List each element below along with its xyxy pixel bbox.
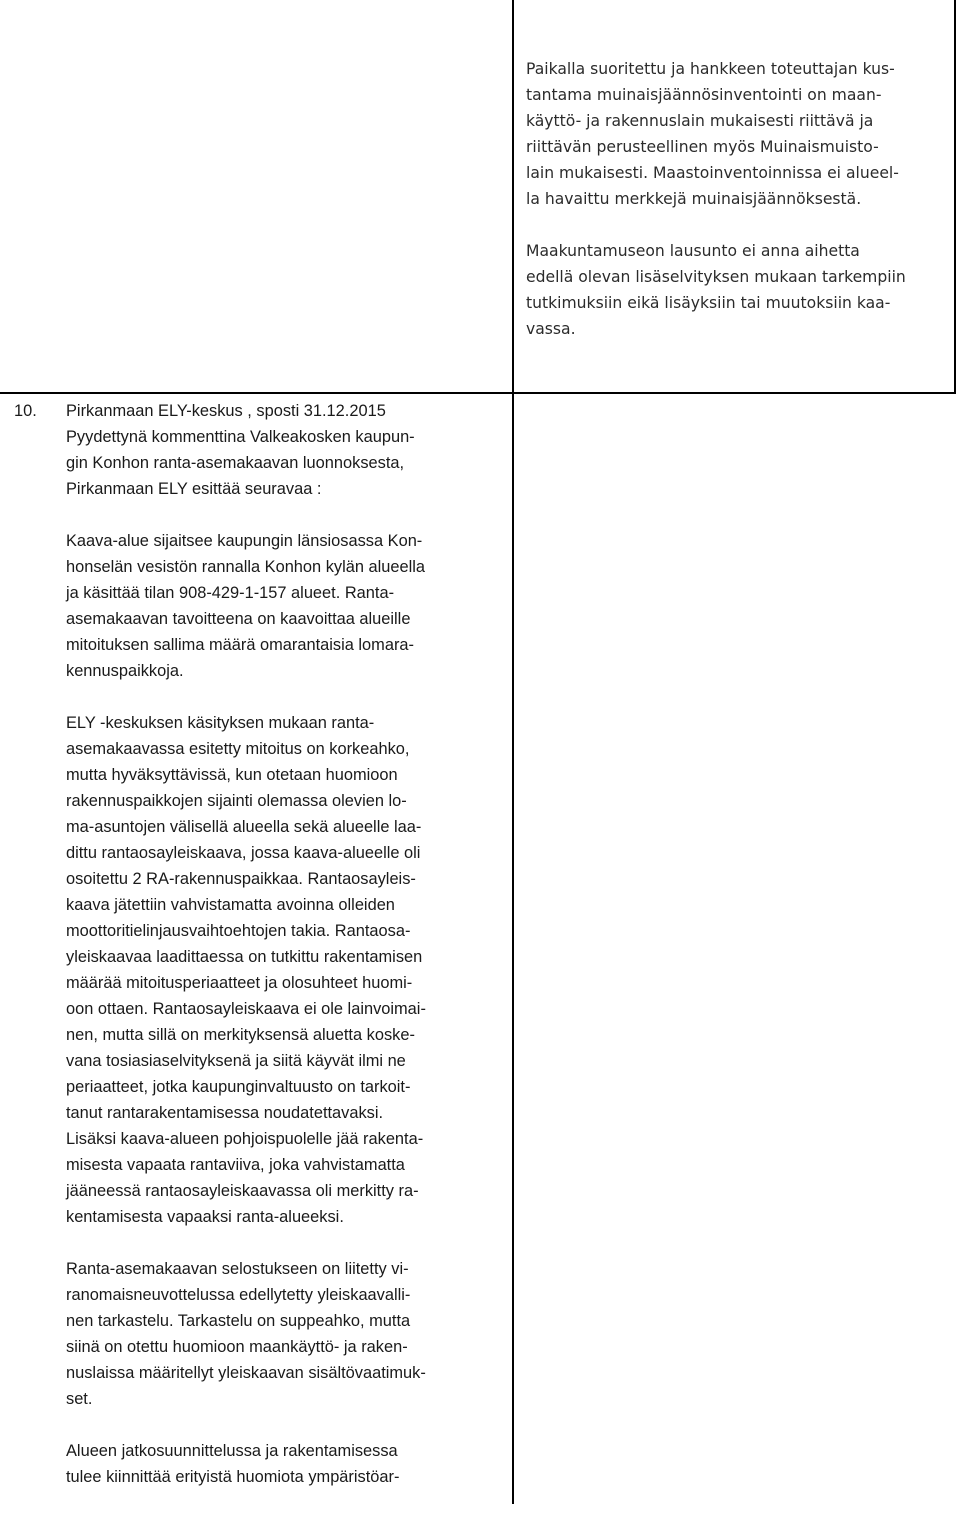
text-line: ma-asuntojen välisellä alueella sekä alueelle laa- (66, 818, 422, 836)
text-line: siinä on otettu huomioon maankäyttö- ja raken- (66, 1338, 408, 1356)
text-line: la havaittu merkkejä muinaisjäännöksestä. (526, 190, 862, 208)
text-line: kennuspaikkoja. (66, 662, 184, 680)
comment-paragraph-4 (66, 1256, 504, 1412)
text-line: tutkimuksiin eikä lisäyksiin tai muutoksiin kaa- (526, 294, 891, 312)
text-line: Pyydettynä kommenttina Valkeakosken kaupun- (66, 428, 415, 446)
text-line: edellä olevan lisäselvityksen mukaan tarkempiin (526, 268, 906, 286)
text-line: Lisäksi kaava-alueen pohjoispuolelle jää rakenta- (66, 1130, 424, 1148)
text-line: ranomaisneuvottelussa edellytetty yleiskaavalli- (66, 1286, 411, 1304)
table-row-divider (0, 392, 956, 394)
text-line: set. (66, 1390, 93, 1408)
text-line: ELY -keskuksen käsityksen mukaan ranta- (66, 714, 375, 732)
text-line: oon ottaen. Rantaosayleiskaava ei ole lainvoimai- (66, 1000, 426, 1018)
text-line: misesta vapaata rantaviiva, joka vahvistamatta (66, 1156, 405, 1174)
text-line: periaatteet, jotka kaupunginvaltuusto on tarkoit- (66, 1078, 411, 1096)
text-line: lain mukaisesti. Maastoinventoinnissa ei alueel- (526, 164, 899, 182)
text-line: asemakaavan tavoitteena on kaavoittaa alueille (66, 610, 411, 628)
text-line: mutta hyväksyttävissä, kun otetaan huomioon (66, 766, 398, 784)
table-column-divider (512, 392, 514, 1504)
comment-paragraph-2 (66, 528, 504, 684)
text-line: riittävän perusteellinen myös Muinaismuisto- (526, 138, 879, 156)
response-paragraph-2 (526, 238, 926, 342)
text-line: Alueen jatkosuunnittelussa ja rakentamisessa (66, 1442, 398, 1460)
text-line: tulee kiinnittää erityistä huomiota ympäristöar- (66, 1468, 400, 1486)
text-line: Ranta-asemakaavan selostukseen on liitetty vi- (66, 1260, 409, 1278)
item-number: 10. (14, 402, 37, 420)
text-line: kaava jätettiin vahvistamatta avoinna olleiden (66, 896, 395, 914)
text-line: asemakaavassa esitetty mitoitus on korkeahko, (66, 740, 410, 758)
comment-cell (66, 398, 504, 1516)
table-border-right (954, 0, 956, 392)
previous-row-response-cell (526, 56, 926, 368)
text-line: dittu rantaosayleiskaava, jossa kaava-alueelle oli (66, 844, 421, 862)
text-line: rakennuspaikkojen sijainti olemassa olevien lo- (66, 792, 407, 810)
text-line: honselän vesistön rannalla Konhon kylän alueella (66, 558, 426, 576)
text-line: tanut rantarakentamisessa noudatettavaksi. (66, 1104, 384, 1122)
comment-paragraph-5 (66, 1438, 504, 1490)
text-line: ja käsittää tilan 908-429-1-157 alueet. Ranta- (66, 584, 395, 602)
text-line: vassa. (526, 320, 576, 338)
text-line: Pirkanmaan ELY esittää seuravaa : (66, 480, 322, 498)
text-line: nen tarkastelu. Tarkastelu on suppeahko, mutta (66, 1312, 411, 1330)
text-line: tantama muinaisjäännösinventointi on maan- (526, 86, 882, 104)
comment-paragraph-3 (66, 710, 504, 1230)
response-paragraph-1 (526, 56, 926, 212)
text-line: jääneessä rantaosayleiskaavassa oli merkitty ra- (66, 1182, 419, 1200)
text-line: mitoituksen sallima määrä omarantaisia lomara- (66, 636, 414, 654)
text-line: Paikalla suoritettu ja hankkeen toteuttajan kus- (526, 60, 895, 78)
comment-heading: Pirkanmaan ELY-keskus , sposti 31.12.2015 (66, 402, 386, 420)
text-line: nen, mutta sillä on merkityksensä aluetta koske- (66, 1026, 415, 1044)
table-border-left-top (512, 0, 514, 392)
text-line: määrää mitoitusperiaatteet ja olosuhteet huomi- (66, 974, 413, 992)
text-line: nuslaissa määritellyt yleiskaavan sisältövaatimuk- (66, 1364, 426, 1382)
text-line: käyttö- ja rakennuslain mukaisesti riittävä ja (526, 112, 874, 130)
text-line: yleiskaavaa laadittaessa on tutkittu rakentamisen (66, 948, 423, 966)
text-line: osoitettu 2 RA-rakennuspaikkaa. Rantaosayleis- (66, 870, 416, 888)
text-line: Maakuntamuseon lausunto ei anna aihetta (526, 242, 860, 260)
text-line: kentamisesta vapaaksi ranta-alueeksi. (66, 1208, 344, 1226)
comment-heading-and-intro (66, 398, 504, 502)
text-line: moottoritielinjausvaihtoehtojen takia. Rantaosa- (66, 922, 411, 940)
text-line: Kaava-alue sijaitsee kaupungin länsiosassa Kon- (66, 532, 423, 550)
text-line: gin Konhon ranta-asemakaavan luonnoksesta, (66, 454, 405, 472)
text-line: vana tosiasiaselvityksenä ja siitä käyvät ilmi ne (66, 1052, 406, 1070)
